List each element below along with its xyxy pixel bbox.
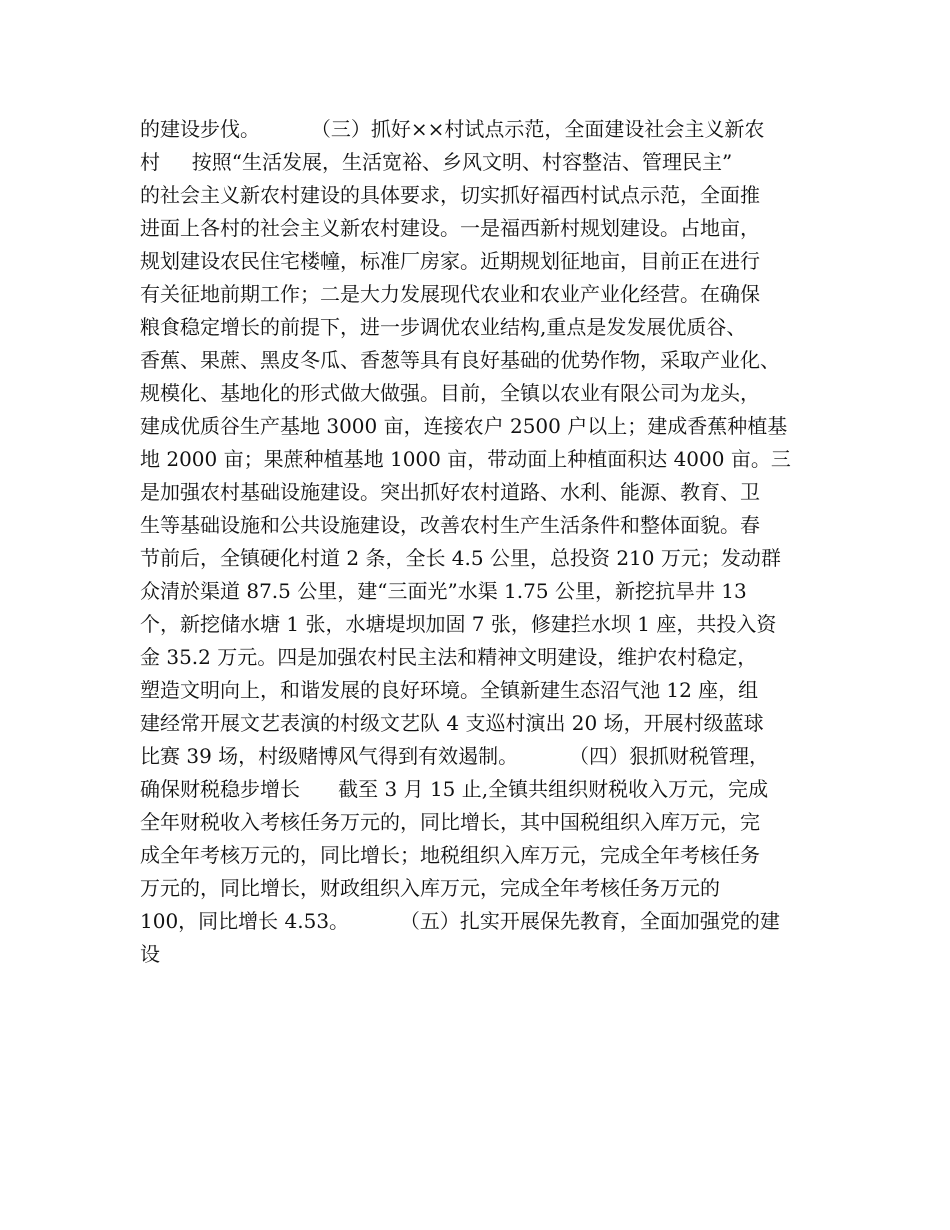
- text-line: 地 2000 亩；果蔗种植基地 1000 亩，带动面上种植面积达 4000 亩。三: [140, 447, 791, 471]
- text-line: 个，新挖储水塘 1 张，水塘堤坝加固 7 张，修建拦水坝 1 座，共投入资: [140, 612, 777, 636]
- text-line: 成全年考核万元的，同比增长；地税组织入库万元，完成全年考核任务: [140, 843, 760, 867]
- text-line: 众清於渠道 87.5 公里，建“三面光”水渠 1.75 公里，新挖抗旱井 13: [140, 579, 747, 603]
- text-line: 香蕉、果蔗、黑皮冬瓜、香葱等具有良好基础的优势作物，采取产业化、: [140, 348, 780, 372]
- text-line: 进面上各村的社会主义新农村建设。一是福西新村规划建设。占地亩，: [140, 216, 760, 240]
- text-line: 节前后，全镇硬化村道 2 条，全长 4.5 公里，总投资 210 万元；发动群: [140, 546, 781, 570]
- text-line: 的建设步伐。 （三）抓好××村试点示范，全面建设社会主义新农: [140, 117, 765, 141]
- text-line: 有关征地前期工作；二是大力发展现代农业和农业产业化经营。在确保: [140, 282, 760, 306]
- text-line: 建成优质谷生产基地 3000 亩，连接农户 2500 户以上；建成香蕉种植基: [140, 414, 788, 438]
- text-line: 村 按照“生活发展，生活宽裕、乡风文明、村容整洁、管理民主”: [140, 150, 733, 174]
- text-line: 生等基础设施和公共设施建设，改善农村生产生活条件和整体面貌。春: [140, 513, 760, 537]
- text-line: 比赛 39 场，村级赌博风气得到有效遏制。 （四）狠抓财税管理，: [140, 744, 770, 768]
- text-line: 确保财税稳步增长 截至 3 月 15 止,全镇共组织财税收入万元，完成: [140, 777, 769, 801]
- text-line: 粮食稳定增长的前提下，进一步调优农业结构,重点是发发展优质谷、: [140, 315, 747, 339]
- text-line: 100，同比增长 4.53。 （五）扎实开展保先教育，全面加强党的建: [140, 909, 780, 933]
- text-line: 金 35.2 万元。四是加强农村民主法和精神文明建设，维护农村稳定，: [140, 645, 758, 669]
- text-line: 塑造文明向上，和谐发展的良好环境。全镇新建生态沼气池 12 座，组: [140, 678, 759, 702]
- text-line: 建经常开展文艺表演的村级文艺队 4 支巡村演出 20 场，开展村级蓝球: [140, 711, 764, 735]
- text-line: 是加强农村基础设施建设。突出抓好农村道路、水利、能源、教育、卫: [140, 480, 760, 504]
- body-text: [140, 113, 830, 971]
- text-line: 全年财税收入考核任务万元的，同比增长，其中国税组织入库万元，完: [140, 810, 760, 834]
- text-line: 规划建设农民住宅楼幢，标准厂房家。近期规划征地亩，目前正在进行: [140, 249, 760, 273]
- text-line: 规模化、基地化的形式做大做强。目前，全镇以农业有限公司为龙头，: [140, 381, 760, 405]
- text-line: 的社会主义新农村建设的具体要求，切实抓好福西村试点示范，全面推: [140, 183, 760, 207]
- text-line: 设: [140, 942, 160, 966]
- text-line: 万元的，同比增长，财政组织入库万元，完成全年考核任务万元的: [140, 876, 720, 900]
